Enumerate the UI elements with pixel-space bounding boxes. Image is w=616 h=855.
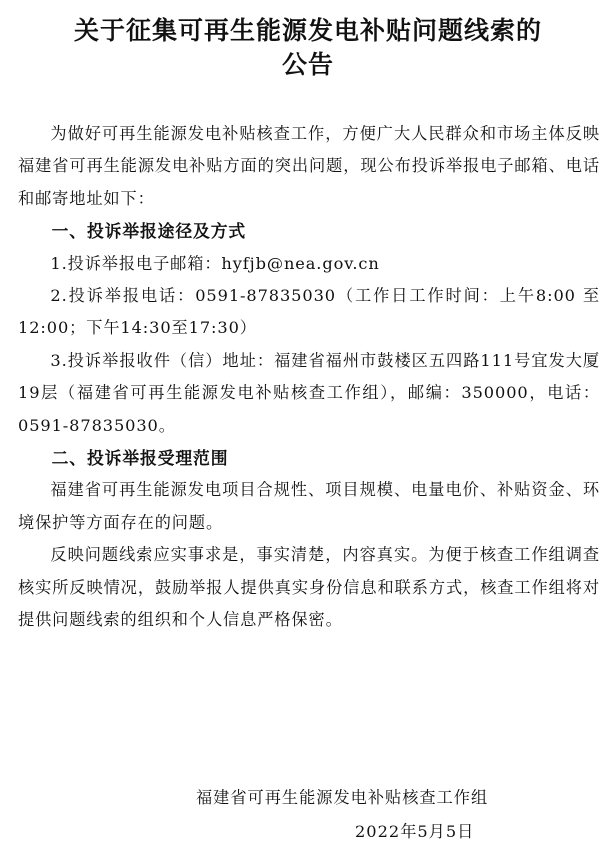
document-title-line2: 公告 — [281, 50, 334, 79]
section2-heading: 二、投诉举报受理范围 — [51, 448, 229, 469]
document-body — [18, 118, 600, 637]
signature-organization: 福建省可再生能源发电补贴核查工作组 — [196, 788, 489, 807]
requirements-paragraph: 反映问题线索应实事求是，事实清楚，内容真实。为便于核查工作组调查核实所反映情况，鼓励举报人提供真实身份信息和联系方式，核查工作组将对提供问题线索的组织和个人信息严格保密。 — [18, 545, 600, 630]
document-title-line1: 关于征集可再生能源发电补贴问题线索的 — [73, 16, 542, 45]
scope-paragraph: 福建省可再生能源发电项目合规性、项目规模、电量电价、补贴资金、环境保护等方面存在的问题。 — [18, 480, 600, 532]
signature-date: 2022年5月5日 — [355, 822, 475, 841]
address-item: 3.投诉举报收件（信）地址：福建省福州市鼓楼区五四路111号宜发大厦19层（福建省可再生能源发电补贴核查工作组），邮编：350000，电话：0591-87835030。 — [18, 350, 600, 435]
phone-item: 2.投诉举报电话：0591-87835030（工作日工作时间：上午8:00 至12:00；下午14:30至17:30） — [18, 286, 600, 338]
email-item: 1.投诉举报电子邮箱：hyfjb@nea.gov.cn — [50, 253, 380, 273]
intro-paragraph: 为做好可再生能源发电补贴核查工作，方便广大人民群众和市场主体反映福建省可再生能源发电补贴方面的突出问题，现公布投诉举报电子邮箱、电话和邮寄地址如下： — [18, 124, 600, 208]
section1-heading: 一、投诉举报途径及方式 — [51, 221, 247, 242]
